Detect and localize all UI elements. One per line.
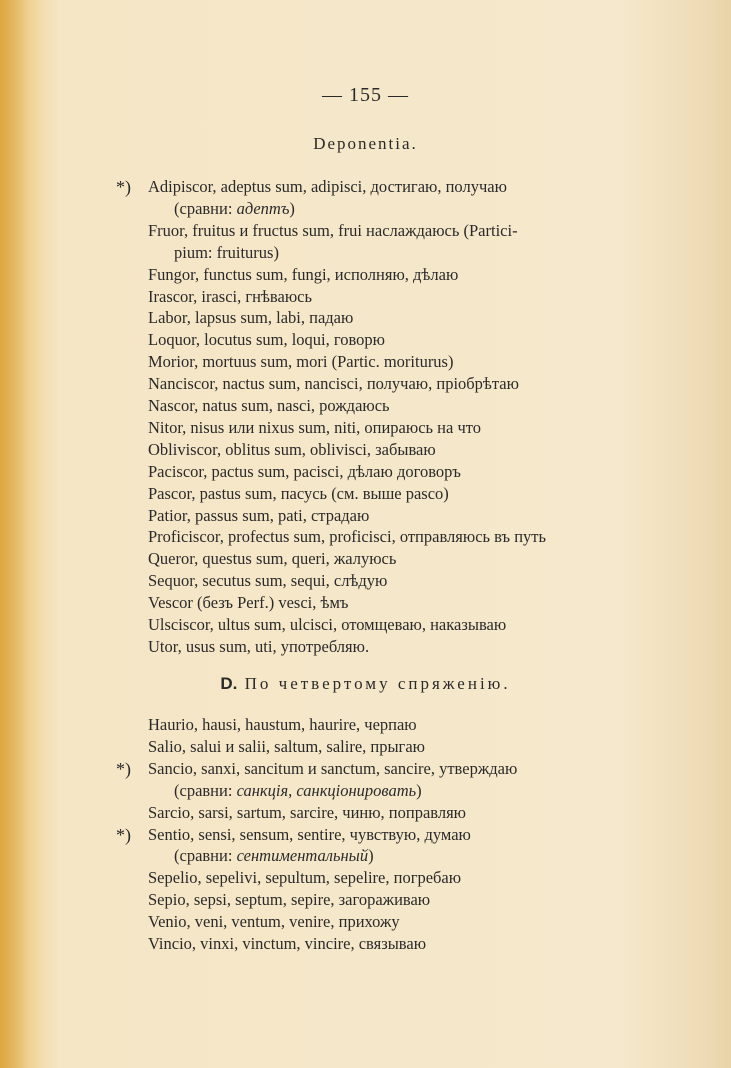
entry-line: [148, 636, 369, 658]
entry-line: [148, 417, 481, 439]
entry-text: Proficiscor, profectus sum, proficisci, отправляюсь въ путь: [148, 527, 547, 547]
entry-text: Queror, questus sum, queri, жалуюсь: [148, 549, 397, 569]
entry-text: Obliviscor, oblitus sum, oblivisci, забываю: [148, 439, 436, 459]
entry-line: [148, 911, 400, 933]
entry-line: [148, 867, 461, 889]
entry-text: Vincio, vinxi, vinctum, vincire, связываю: [148, 934, 427, 953]
footnote-star: *): [116, 758, 131, 779]
entry-text: Haurio, hausi, haustum, haurire, черпаю: [148, 715, 417, 734]
entry-line: [148, 714, 417, 736]
entry-line: [148, 526, 546, 548]
entry-text: Labor, lapsus sum, labi, падаю: [148, 308, 354, 328]
entry-text: pium: fruiturus): [174, 242, 279, 262]
entry-pre: (сравни:: [174, 846, 237, 866]
entry-pre: (сравни:: [174, 780, 237, 800]
page-binding-shadow: [0, 0, 42, 1068]
entry-text: Paciscor, pactus sum, pacisci, дѣлаю договоръ: [148, 461, 461, 481]
entry-text: Fruor, fruitus и fructus sum, frui наслаждаюсь (Partici-: [148, 220, 518, 240]
entry-line: [148, 307, 353, 329]
entry-post: ): [368, 846, 374, 866]
entry-line: [148, 264, 458, 286]
entry-text: Sepelio, sepelivi, sepultum, sepelire, погребаю: [148, 868, 462, 888]
entry-line: [116, 824, 471, 846]
entry-line: [148, 220, 518, 242]
page-number: — 155 —: [322, 84, 409, 106]
entry-text: Loquor, locutus sum, loqui, говорю: [148, 330, 385, 350]
entry-text: Sarcio, sarsi, sartum, sarcire, чиню, поправляю: [148, 802, 467, 822]
entry-text: Salio, salui и salii, saltum, salire, прыгаю: [148, 736, 425, 756]
entry-line: [116, 758, 518, 780]
entry-text: Irascor, irasci, гнѣваюсь: [148, 286, 313, 306]
entry-line: [148, 395, 390, 417]
entry-line: [148, 736, 425, 758]
entry-text: Venio, veni, ventum, venire, прихожу: [148, 912, 400, 932]
entry-text: Vescor (безъ Perf.) vesci, ѣмъ: [148, 593, 349, 613]
entry-line: [148, 351, 453, 373]
entry-text: Sepio, sepsi, septum, sepire, загораживаю: [148, 890, 431, 910]
entry-line: [148, 461, 461, 483]
entry-line: [174, 242, 279, 264]
entry-line: [148, 329, 385, 351]
entry-text: Nitor, nisus или nixus sum, niti, опираюсь на что: [148, 417, 481, 437]
entry-line: [148, 889, 430, 911]
entry-text: Ulsciscor, ultus sum, ulcisci, отомщеваю, наказываю: [148, 615, 507, 634]
entry-post: ): [289, 198, 295, 218]
section-d-text: По четвертому спряженію.: [244, 674, 511, 693]
entry-line: [148, 439, 436, 461]
entry-line: [148, 802, 466, 824]
entry-line: [174, 780, 422, 802]
section-d-letter: D.: [220, 674, 238, 693]
entry-line: [174, 845, 374, 867]
entry-text: Sentio, sensi, sensum, sentire, чувствую, думаю: [148, 824, 471, 844]
entry-line: [116, 176, 507, 198]
footnote-star: *): [116, 177, 131, 197]
entry-line: [148, 286, 312, 308]
entry-line: [148, 570, 387, 592]
entry-italic: адептъ: [236, 198, 290, 218]
entry-text: Sequor, secutus sum, sequi, слѣдую: [148, 571, 388, 591]
entry-text: Adipiscor, adeptus sum, adipisci, достигаю, получаю: [148, 177, 507, 196]
entry-text: Morior, mortuus sum, mori (Partic. moriturus): [148, 352, 454, 372]
entry-line: [148, 373, 519, 395]
entry-line: [148, 933, 426, 955]
entry-text: Fungor, functus sum, fungi, исполняю, дѣлаю: [148, 264, 459, 284]
entry-text: Patior, passus sum, pati, страдаю: [148, 505, 370, 525]
entry-text: Sancio, sanxi, sancitum и sanctum, sancire, утверждаю: [148, 758, 518, 778]
entry-text: Nanciscor, nactus sum, nancisci, получаю, пріобрѣтаю: [148, 374, 519, 394]
footnote-star: *): [116, 824, 131, 845]
entry-line: [148, 483, 449, 505]
entry-italic: санкція, санкціонировать: [236, 780, 417, 800]
section-d-title: [0, 674, 731, 694]
entry-text: Pascor, pastus sum, пасусь (см. выше pasco): [148, 483, 449, 503]
entry-pre: (сравни:: [174, 198, 237, 218]
entry-line: [148, 505, 369, 527]
entry-line: [148, 592, 348, 614]
entry-line: [174, 198, 295, 220]
entry-line: [148, 614, 506, 636]
entry-italic: сентиментальный: [236, 846, 369, 866]
entry-post: ): [416, 780, 422, 800]
section-title: Deponentia.: [313, 134, 418, 153]
entry-line: [148, 548, 396, 570]
entry-text: Nascor, natus sum, nasci, рождаюсь: [148, 396, 390, 415]
entry-text: Utor, usus sum, uti, употребляю.: [148, 636, 370, 656]
